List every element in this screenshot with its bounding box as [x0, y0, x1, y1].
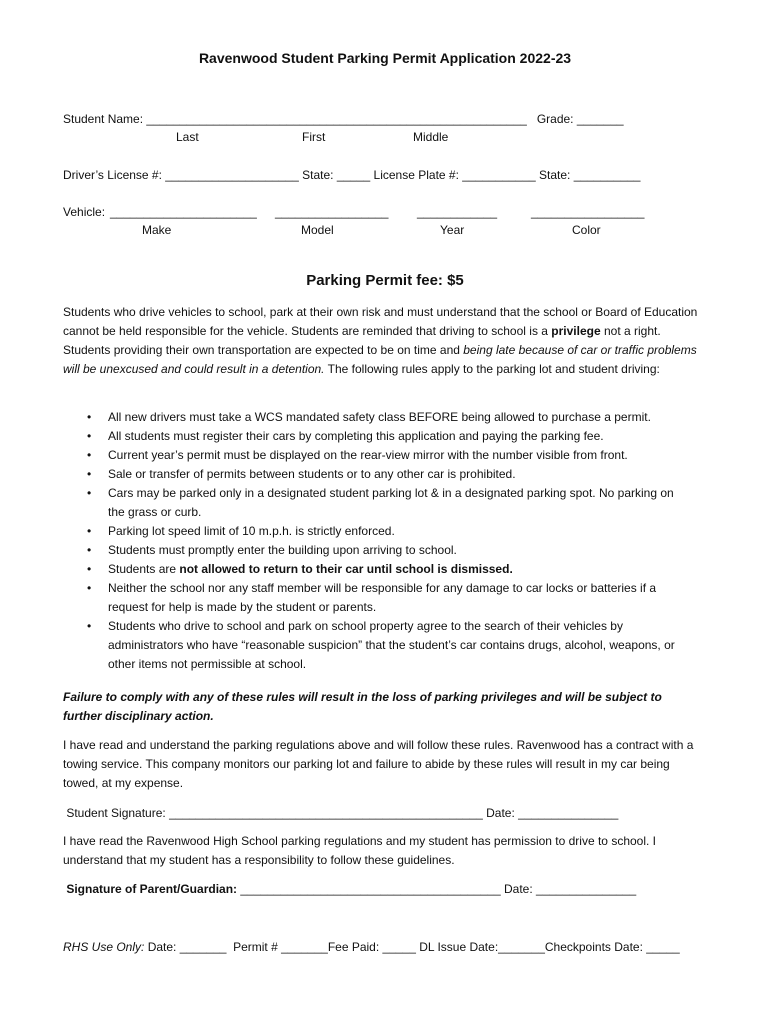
- list-item: • All students must register their cars by completing this application and paying the parking fee.: [63, 427, 693, 446]
- parent-signature-field[interactable]: _______________________________________: [240, 882, 501, 896]
- student-signature-field[interactable]: _______________________________________________: [169, 806, 483, 820]
- state-field[interactable]: _____: [336, 168, 371, 182]
- intro-text-1: Students who drive vehicles to school, park at their own risk and must understand that the school or Board of Education cannot be held responsible for the vehicle. Students are reminded that driving to school is a: [63, 305, 698, 338]
- student-name-row: [63, 111, 624, 127]
- parent-signature-row: [63, 881, 636, 897]
- list-item: • Students who drive to school and park on school property agree to the search of their vehicles by administrators who have “reasonable suspicion” that the student’s car contains drugs, alcohol, weapons, or other items not permissible at school.: [63, 617, 693, 674]
- rule-emphasis: not allowed to return to their car until school is dismissed.: [179, 562, 513, 576]
- vehicle-part-year: Year: [440, 223, 465, 237]
- rule-prefix: Students are: [108, 562, 180, 576]
- failure-warning: Failure to comply with any of these rules will result in the loss of parking privileges and will be subject to further disciplinary action.: [63, 690, 662, 723]
- vehicle-part-color: Color: [572, 223, 601, 237]
- dl-label: Driver’s License #:: [63, 168, 162, 182]
- student-date-label: Date:: [486, 806, 515, 820]
- grade-field[interactable]: _______: [576, 112, 624, 126]
- student-name-field[interactable]: _________________________________________________________: [146, 112, 527, 126]
- intro-text-3: The following rules apply to the parking lot and student driving:: [324, 362, 660, 376]
- vehicle-part-make: Make: [142, 223, 172, 237]
- parent-date-label: Date:: [504, 882, 533, 896]
- list-item: • Sale or transfer of permits between students or to any other car is prohibited.: [63, 465, 693, 484]
- vehicle-model-field[interactable]: _________________: [275, 205, 389, 219]
- page-title: Ravenwood Student Parking Permit Application 2022-23: [198, 50, 572, 66]
- parent-signature-label: Signature of Parent/Guardian:: [63, 882, 238, 896]
- list-item: • All new drivers must take a WCS mandated safety class BEFORE being allowed to purchase a permit.: [63, 408, 693, 427]
- grade-label: Grade:: [536, 112, 574, 126]
- state2-field[interactable]: __________: [573, 168, 641, 182]
- vehicle-color-field[interactable]: _________________: [531, 205, 645, 219]
- list-item: • Parking lot speed limit of 10 m.p.h. is strictly enforced.: [63, 522, 693, 541]
- plate-label: License Plate #:: [373, 168, 459, 182]
- late-warning: being late because of car or traffic problems will be unexcused and could result in a detention.: [63, 343, 697, 376]
- list-item: [63, 560, 693, 579]
- state2-label: State:: [539, 168, 571, 182]
- list-item: • Cars may be parked only in a designated student parking lot & in a designated parking spot. No parking on the grass or curb.: [63, 484, 693, 522]
- fee-heading: Parking Permit fee: $5: [306, 272, 464, 289]
- parent-paragraph: I have read the Ravenwood High School parking regulations and my student has permission to drive to school. I understand that my student has a responsibility to follow these guidelines.: [63, 834, 657, 867]
- agreement-paragraph: I have read and understand the parking regulations above and will follow these rules. Ravenwood has a contract with a towing service. This company monitors our parking lot and failure to abide by these rules will result in my car being towed, at my expense.: [63, 738, 694, 790]
- vehicle-make-field[interactable]: ______________________: [110, 205, 257, 219]
- state-label: State:: [302, 168, 334, 182]
- list-item: • Neither the school nor any staff member will be responsible for any damage to car locks or batteries if a request for help is made by the student or parents.: [63, 579, 693, 617]
- name-part-first: First: [302, 130, 326, 144]
- name-part-middle: Middle: [413, 130, 449, 144]
- privilege-emphasis: privilege: [551, 324, 601, 338]
- license-row: [63, 167, 640, 183]
- vehicle-label: Vehicle:: [63, 205, 106, 219]
- student-date-field[interactable]: _______________: [518, 806, 619, 820]
- office-use-row: [63, 939, 680, 955]
- name-part-last: Last: [176, 130, 199, 144]
- intro-paragraph: [63, 303, 703, 379]
- list-item: • Current year’s permit must be displayed on the rear-view mirror with the number visible from front.: [63, 446, 693, 465]
- vehicle-year-field[interactable]: ____________: [417, 205, 498, 219]
- dl-field[interactable]: ____________________: [165, 168, 299, 182]
- vehicle-part-model: Model: [301, 223, 334, 237]
- intro-text-2: not a right. Students providing their own transportation are expected to be on time and: [63, 324, 661, 357]
- list-item: • Students must promptly enter the building upon arriving to school.: [63, 541, 693, 560]
- office-use-fields[interactable]: Date: _______ Permit # _______Fee Paid: _____ DL Issue Date:_______Checkpoints Date: _____: [144, 940, 680, 954]
- parent-date-field[interactable]: _______________: [536, 882, 637, 896]
- office-use-label: RHS Use Only:: [63, 940, 145, 954]
- student-signature-label: Student Signature:: [63, 806, 166, 820]
- rules-list: [63, 408, 693, 674]
- student-name-label: Student Name:: [63, 112, 144, 126]
- plate-field[interactable]: ___________: [462, 168, 536, 182]
- student-signature-row: [63, 805, 618, 821]
